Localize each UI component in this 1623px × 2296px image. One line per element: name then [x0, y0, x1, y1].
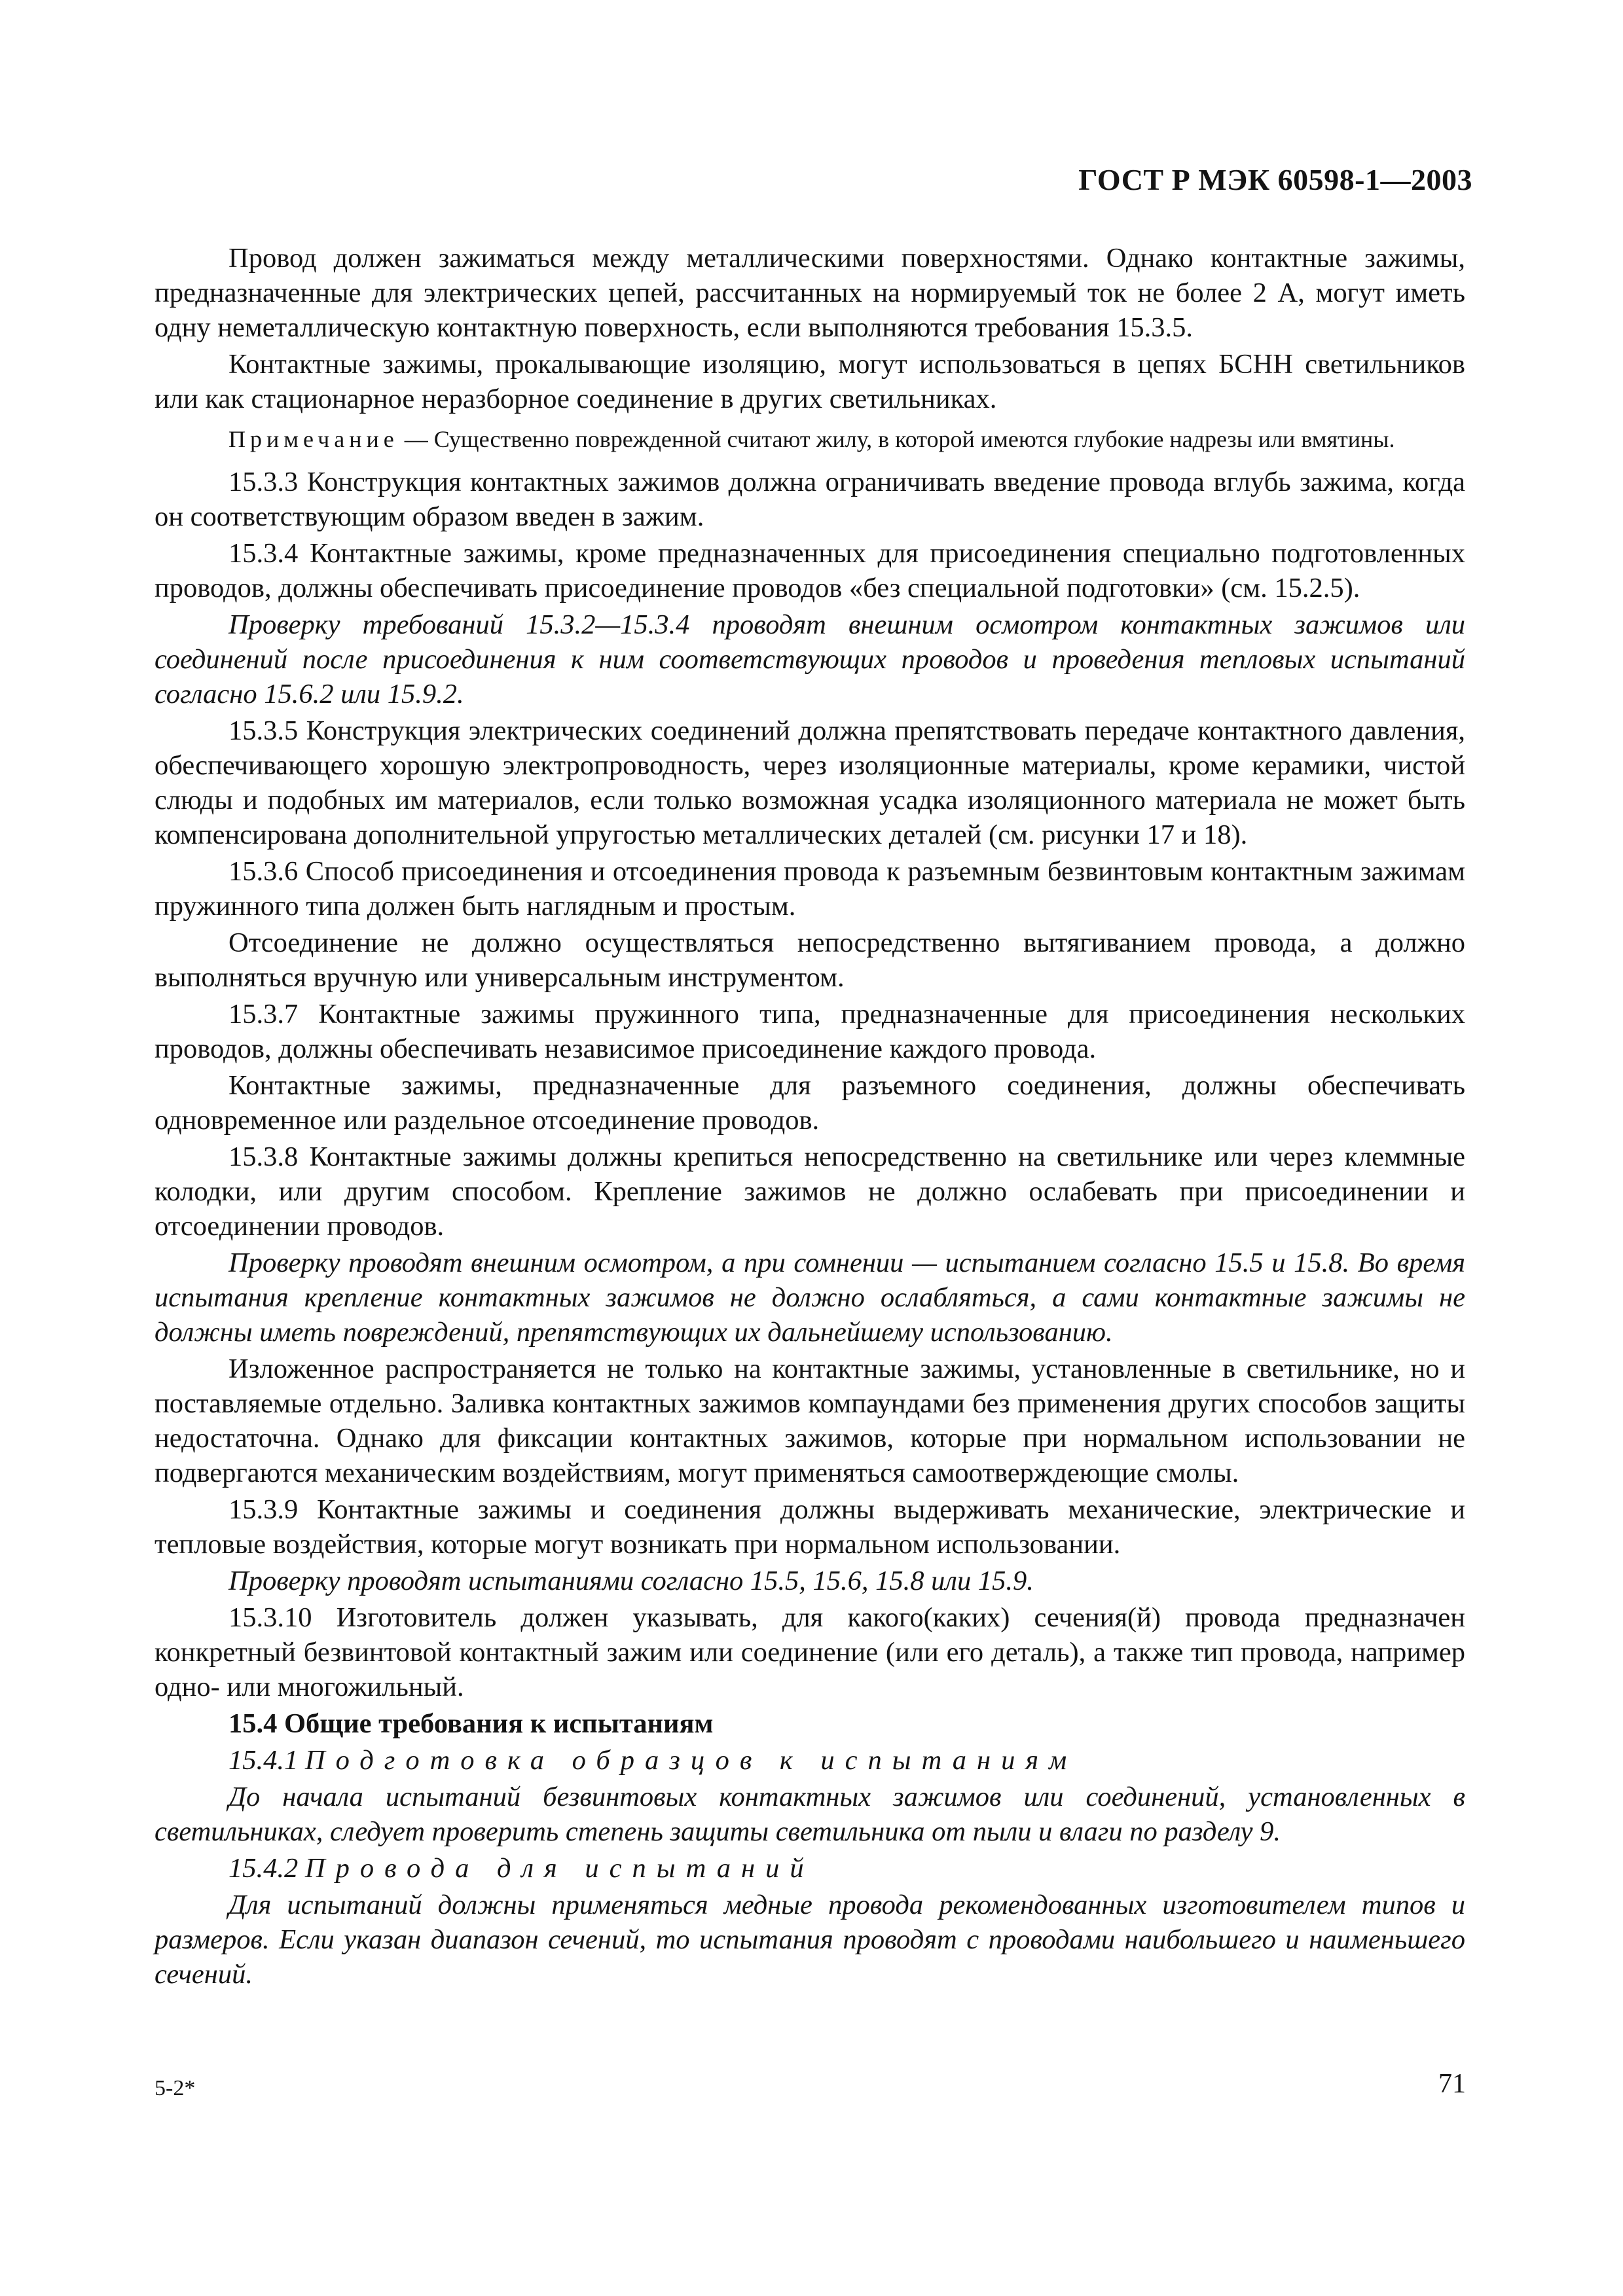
paragraph: 15.3.3 Конструкция контактных зажимов должна ограничивать введение провода вглубь зажима, когда он соответствующим образом введен в зажим.: [155, 467, 1465, 532]
paragraph-check: Проверку требований 15.3.2—15.3.4 проводят внешним осмотром контактных зажимов или соединений после присоединения к ним соответствующих проводов и проведения тепловых испытаний согласно 15.6.2 или 15.9.2.: [155, 609, 1465, 709]
paragraph: 15.3.9 Контактные зажимы и соединения должны выдерживать механические, электрические и тепловые воздействия, которые могут возникать при нормальном использовании.: [155, 1494, 1465, 1560]
subsection-title: Провода для испытаний: [304, 1853, 814, 1884]
paragraph-check: До начала испытаний безвинтовых контактных зажимов или соединений, установленных в светильниках, следует проверить степень защиты светильника от пыли и влаги по разделу 9.: [155, 1782, 1465, 1847]
paragraph: 15.3.10 Изготовитель должен указывать, для какого(каких) сечения(й) провода предназначен конкретный безвинтовой контактный зажим или соединение (или его деталь), а также тип провода, например одно- или многожильный.: [155, 1602, 1465, 1702]
note: [155, 425, 1465, 453]
document-header-title: ГОСТ Р МЭК 60598-1—2003: [1078, 163, 1472, 196]
paragraph: Провод должен зажиматься между металлическими поверхностями. Однако контактные зажимы, предназначенные для электрических цепей, рассчитанных на нормируемый ток не более 2 А, могут иметь одну неметаллическую контактную поверхность, если выполняются требования 15.3.5.: [155, 243, 1465, 343]
note-text: — Существенно поврежденной считают жилу, в которой имеются глубокие надрезы или вмятины.: [398, 426, 1395, 452]
subsection-number: 15.4.2: [228, 1853, 299, 1884]
subsection-heading: [155, 1851, 1465, 1886]
paragraph-check: Проверку проводят внешним осмотром, а при сомнении — испытанием согласно 15.5 и 15.8. Во время испытания крепление контактных зажимов не должно ослабляться, а сами контактные зажимы не должны иметь повреждений, препятствующих их дальнейшему использованию.: [155, 1247, 1465, 1348]
subsection-number: 15.4.1: [228, 1745, 299, 1776]
paragraph-check: Для испытаний должны применяться медные провода рекомендованных изготовителем типов и размеров. Если указан диапазон сечений, то испытания проводят с проводами наибольшего и наименьшего сечений.: [155, 1890, 1465, 1990]
paragraph: Изложенное распространяется не только на контактные зажимы, установленные в светильнике, но и поставляемые отдельно. Заливка контактных зажимов компаундами без применения других способов защиты недостаточна. Однако для фиксации контактных зажимов, которые при нормальном использовании не подвергаются механическим воздействиям, могут применяться самоотверждеющие смолы.: [155, 1354, 1465, 1488]
section-heading: 15.4 Общие требования к испытаниям: [228, 1708, 714, 1739]
document-body: [155, 241, 1465, 1994]
paragraph: Контактные зажимы, прокалывающие изоляцию, могут использоваться в цепях БСНН светильников или как стационарное неразборное соединение в других светильниках.: [155, 349, 1465, 414]
subsection-heading: [155, 1743, 1465, 1778]
paragraph: 15.3.4 Контактные зажимы, кроме предназначенных для присоединения специально подготовленных проводов, должны обеспечивать присоединение проводов «без специальной подготовки» (см. 15.2.5).: [155, 538, 1465, 603]
page-number: 71: [1438, 2069, 1466, 2099]
paragraph: Отсоединение не должно осуществляться непосредственно вытягиванием провода, а должно выполняться вручную или универсальным инструментом.: [155, 927, 1465, 993]
paragraph: 15.3.8 Контактные зажимы должны крепиться непосредственно на светильнике или через клеммные колодки, или другим способом. Крепление зажимов не должно ослабевать при присоединении и отсоединении проводов.: [155, 1141, 1465, 1242]
paragraph: 15.3.7 Контактные зажимы пружинного типа, предназначенные для присоединения нескольких проводов, должны обеспечивать независимое присоединение каждого провода.: [155, 999, 1465, 1064]
paragraph: Контактные зажимы, предназначенные для разъемного соединения, должны обеспечивать одновременное или раздельное отсоединение проводов.: [155, 1070, 1465, 1136]
paragraph: 15.3.6 Способ присоединения и отсоединения провода к разъемным безвинтовым контактным зажимам пружинного типа должен быть наглядным и простым.: [155, 856, 1465, 922]
note-label: Примечание: [228, 426, 399, 452]
paragraph: 15.3.5 Конструкция электрических соединений должна препятствовать передаче контактного давления, обеспечивающего хорошую электропроводность, через изоляционные материалы, кроме керамики, чистой слюды и подобных им материалов, если только возможная усадка изоляционного материала не может быть компенсирована дополнительной упругостью металлических деталей (см. рисунки 17 и 18).: [155, 715, 1465, 850]
subsection-title: Подготовка образцов к испытаниям: [304, 1745, 1078, 1776]
footer-sheet-mark: 5-2*: [155, 2076, 196, 2100]
paragraph-check: Проверку проводят испытаниями согласно 15.5, 15.6, 15.8 или 15.9.: [228, 1566, 1034, 1596]
